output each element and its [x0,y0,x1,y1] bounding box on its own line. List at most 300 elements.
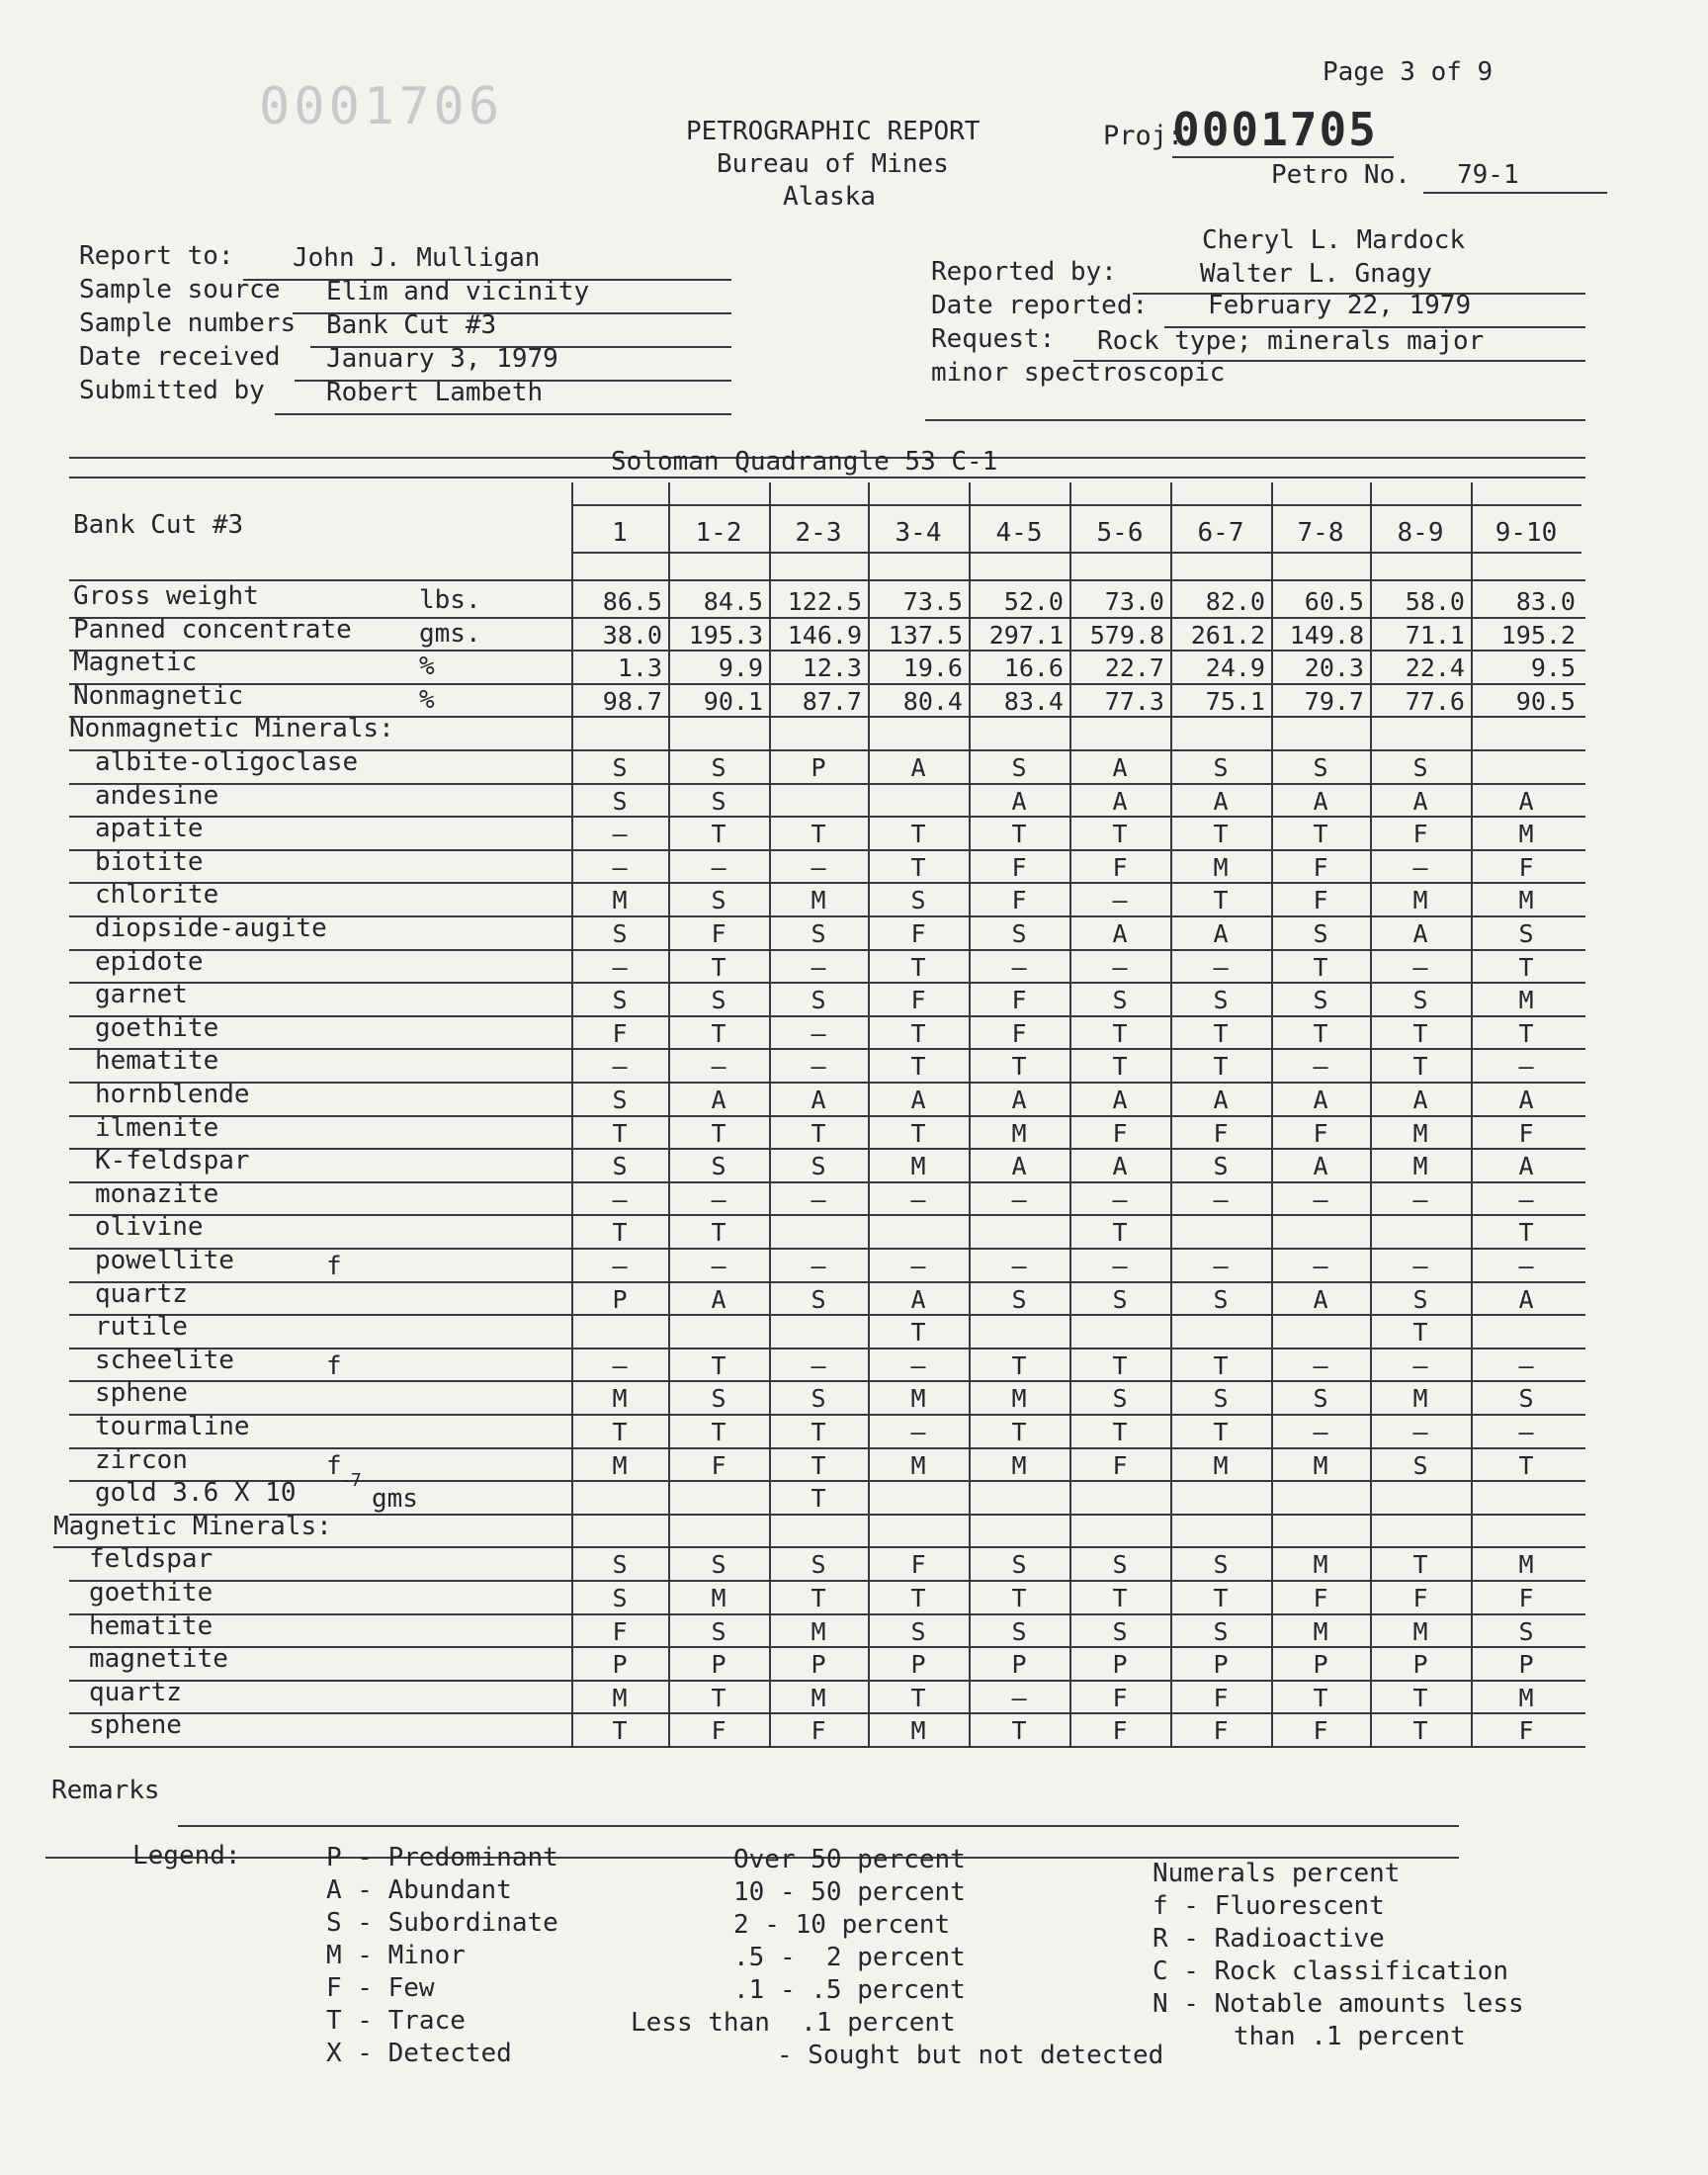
table-cell: T [910,1018,926,1048]
table-cell: T [1011,1350,1027,1380]
table-cell: F [1313,886,1328,915]
table-cell: – [1011,952,1027,982]
table-cell: 52.0 [1003,587,1064,616]
page-number: Page 3 of 9 [1323,57,1494,87]
table-cell: M [811,1683,826,1712]
table-cell: M [910,1152,926,1181]
row-unit: % [419,684,435,715]
table-cell: A [811,1086,826,1114]
column-header: 4-5 [995,518,1043,548]
table-cell: 86.5 [602,587,662,616]
table-cell: S [1011,1284,1027,1314]
table-cell: S [1213,986,1229,1015]
table-cell: F [1213,1716,1229,1746]
table-cell: 60.5 [1304,587,1364,616]
legend-range: 10 - 50 percent [733,1877,966,1907]
table-cell: T [1213,1350,1229,1380]
table-cell: 20.3 [1304,653,1364,683]
table-cell: S [1011,753,1027,782]
legend-range: .1 - .5 percent [733,1975,966,2005]
table-cell: 58.0 [1405,587,1465,616]
table-cell: – [910,1350,926,1380]
table-cell: S [811,986,826,1015]
table-cell: S [612,1086,628,1114]
table-cell: 22.7 [1104,653,1164,683]
column-header: 6-7 [1197,518,1244,548]
table-cell: – [1412,852,1428,882]
table-cell: – [1011,1184,1027,1214]
table-cell: F [811,1716,826,1746]
table-cell: 9.9 [718,653,763,683]
table-cell: T [1213,820,1229,849]
table-cell: F [1313,1716,1328,1746]
table-cell: 73.0 [1104,587,1164,616]
row-unit: % [419,652,435,682]
table-cell: F [1313,1584,1328,1612]
table-cell: M [811,1616,826,1646]
table-cell: T [612,1418,628,1446]
table-cell: T [1313,1018,1328,1048]
table-cell: – [1011,1252,1027,1280]
table-cell: A [1213,1086,1229,1114]
table-cell: A [1518,1152,1534,1181]
column-header: 9-10 [1494,518,1558,548]
table-cell: 1.3 [617,653,662,683]
table-cell: 579.8 [1089,620,1164,650]
table-cell: 12.3 [802,653,862,683]
state-name: Alaska [783,182,876,212]
info-label: Sample numbers [79,308,297,338]
table-cell: – [1112,1252,1128,1280]
table-cell: S [711,1616,726,1646]
table-cell: A [1011,1152,1027,1181]
table-cell: M [1213,1450,1229,1480]
table-cell: 195.2 [1500,620,1576,650]
table-cell: A [1412,1086,1428,1114]
table-cell: – [1518,1184,1534,1214]
table-cell: 38.0 [602,620,662,650]
table-cell: S [711,1384,726,1414]
table-cell: – [811,1052,826,1082]
table-cell: T [1011,1418,1027,1446]
row-label: K-feldspar [95,1146,250,1176]
table-cell: T [811,1118,826,1148]
table-cell: S [612,1550,628,1580]
table-cell: S [1412,1450,1428,1480]
table-cell: 146.9 [787,620,862,650]
table-cell: F [1313,852,1328,882]
table-cell: S [711,986,726,1015]
table-cell: T [1011,1052,1027,1082]
row-exponent: -7 [340,1470,362,1492]
table-cell: – [612,820,628,849]
row-label: hematite [95,1046,219,1077]
table-cell: M [1313,1450,1328,1480]
legend-label: Legend: [132,1841,241,1870]
table-cell: P [1313,1650,1328,1680]
table-cell: 24.9 [1205,653,1265,683]
table-cell: S [1518,1616,1534,1646]
table-cell: S [1213,1152,1229,1181]
table-cell: M [811,886,826,915]
table-cell: T [1313,1683,1328,1712]
table-cell: F [1213,1683,1229,1712]
info-value: Elim and vicinity [326,277,590,306]
table-cell: – [1213,952,1229,982]
row-label: Magnetic [73,648,198,678]
table-cell: F [1518,1118,1534,1148]
table-cell: P [612,1650,628,1680]
table-cell: F [1011,1018,1027,1048]
table-cell: – [1412,952,1428,982]
agency-name: Bureau of Mines [717,149,949,179]
table-cell: S [1112,1284,1128,1314]
table-cell: – [1518,1252,1534,1280]
table-cell: A [1011,786,1027,816]
column-header: 1 [612,518,628,548]
table-cell: S [1313,753,1328,782]
table-cell: S [1313,1384,1328,1414]
table-cell: T [711,1418,726,1446]
table-cell: P [1412,1650,1428,1680]
petro-value: 79-1 [1457,160,1519,190]
table-cell: – [612,1252,628,1280]
table-cell: – [711,852,726,882]
table-cell: – [1412,1418,1428,1446]
row-label: hornblende [95,1080,250,1109]
table-cell: F [1112,1118,1128,1148]
table-cell: S [811,1384,826,1414]
row-label: garnet [95,980,188,1010]
table-cell: M [1412,1384,1428,1414]
table-cell: 71.1 [1405,620,1465,650]
row-label: andesine [95,780,219,811]
table-cell: S [1313,986,1328,1015]
table-cell: P [910,1650,926,1680]
table-cell: 83.4 [1003,686,1064,716]
table-cell: – [1313,1418,1328,1446]
table-cell: T [910,1584,926,1612]
table-cell: A [1412,919,1428,948]
row-label: scheelite [95,1345,234,1375]
table-cell: – [1313,1052,1328,1082]
table-cell: S [1112,1616,1128,1646]
petro-label: Petro No. [1271,160,1410,190]
table-cell: – [612,952,628,982]
table-cell: S [1011,1550,1027,1580]
row-label: chlorite [95,880,219,911]
table-cell: – [1313,1184,1328,1214]
column-header: 5-6 [1096,518,1144,548]
table-cell: 79.7 [1304,686,1364,716]
table-cell: 83.0 [1515,587,1576,616]
table-cell: S [711,886,726,915]
table-cell: S [612,919,628,948]
nonmagnetic-heading: Nonmagnetic Minerals: [69,714,394,744]
table-cell: – [910,1184,926,1214]
table-cell: F [1518,1716,1534,1746]
table-cell: F [1518,1584,1534,1612]
table-cell: F [1112,1450,1128,1480]
table-cell: M [910,1716,926,1746]
row-label: sphene [89,1710,182,1741]
table-cell: M [1518,820,1534,849]
table-cell: T [612,1716,628,1746]
table-cell: P [1518,1650,1534,1680]
table-cell: A [1011,1086,1027,1114]
table-cell: A [1112,786,1128,816]
table-cell: 77.3 [1104,686,1164,716]
legend-range: - Sought but not detected [777,2041,1164,2070]
legend-code: P - Predominant [326,1843,558,1872]
table-cell: M [1011,1450,1027,1480]
table-cell: – [1213,1252,1229,1280]
table-cell: M [1213,852,1229,882]
table-cell: M [910,1384,926,1414]
row-label: powellite [95,1246,234,1275]
table-cell: S [1213,753,1229,782]
info-label: Sample source [79,275,281,304]
legend-code: X - Detected [326,2039,512,2068]
table-cell: F [1011,852,1027,882]
table-cell: A [1313,1086,1328,1114]
table-cell: T [1518,1450,1534,1480]
table-cell: M [612,1384,628,1414]
table-cell: F [1112,852,1128,882]
table-cell: T [1518,1218,1534,1248]
table-cell: M [910,1450,926,1480]
info-value: Robert Lambeth [326,378,544,407]
row-label: feldspar [89,1544,214,1575]
table-cell: A [711,1086,726,1114]
table-cell: S [1313,919,1328,948]
table-cell: M [1518,1683,1534,1712]
table-cell: M [711,1584,726,1612]
table-cell: T [811,1450,826,1480]
table-cell: F [1313,1118,1328,1148]
table-cell: – [811,852,826,882]
table-cell: 122.5 [787,587,862,616]
legend-code: T - Trace [326,2006,466,2036]
legend-note: f - Fluorescent [1153,1891,1385,1921]
faded-stamp: 0001706 [259,77,504,136]
table-cell: P [1011,1650,1027,1680]
table-cell: T [711,1018,726,1048]
table-cell: M [1412,1616,1428,1646]
table-cell: 149.8 [1289,620,1364,650]
row-label: goethite [95,1012,219,1043]
row-label: olivine [95,1212,204,1243]
table-cell: 98.7 [602,686,662,716]
table-cell: 87.7 [802,686,862,716]
table-cell: A [1213,786,1229,816]
table-cell: – [811,1252,826,1280]
table-cell: – [1518,1418,1534,1446]
quadrangle-title: Soloman Quadrangle 53 C-1 [611,447,998,477]
row-label: hematite [89,1610,214,1641]
table-cell: T [1112,1018,1128,1048]
table-cell: S [711,753,726,782]
table-cell: S [1213,1284,1229,1314]
table-cell: F [910,919,926,948]
legend-range: Less than .1 percent [631,2008,956,2038]
table-cell: T [910,1318,926,1348]
info-label: Report to: [79,241,234,271]
table-cell: 195.3 [688,620,763,650]
row-flag: f [326,1252,342,1281]
table-cell: M [1412,886,1428,915]
table-cell: M [1313,1550,1328,1580]
table-cell: T [612,1118,628,1148]
table-cell: M [1518,986,1534,1015]
table-cell: A [1412,786,1428,816]
table-cell: A [1112,1086,1128,1114]
row-unit: lbs. [419,585,481,615]
column-header: 2-3 [795,518,842,548]
info-label: Submitted by [79,376,265,405]
table-cell: – [1518,1052,1534,1082]
legend-note: than .1 percent [1234,2022,1466,2051]
table-cell: T [1011,1584,1027,1612]
table-cell: F [711,919,726,948]
table-cell: 19.6 [902,653,963,683]
table-cell: A [910,1284,926,1314]
table-cell: P [612,1284,628,1314]
table-cell: S [612,753,628,782]
legend-range: .5 - 2 percent [733,1943,966,1972]
row-label: diopside-augite [95,914,327,943]
table-cell: T [1412,1716,1428,1746]
table-cell: T [711,1118,726,1148]
table-cell: M [612,1683,628,1712]
table-cell: P [1213,1650,1229,1680]
table-cell: T [711,952,726,982]
row-flag: gms [372,1484,418,1515]
column-header: 7-8 [1297,518,1344,548]
table-cell: F [910,986,926,1015]
table-cell: T [1213,886,1229,915]
table-cell: S [811,1550,826,1580]
table-cell: A [1112,753,1128,782]
table-cell: T [711,1350,726,1380]
table-cell: T [1112,1418,1128,1446]
legend-note: C - Rock classification [1153,1957,1509,1986]
table-cell: – [612,852,628,882]
table-cell: F [612,1616,628,1646]
table-cell: T [910,1683,926,1712]
table-cell: F [711,1450,726,1480]
table-cell: T [910,820,926,849]
table-cell: F [1011,986,1027,1015]
table-cell: T [612,1218,628,1248]
row-label: magnetite [89,1644,228,1675]
table-cell: T [1518,952,1534,982]
table-cell: – [1518,1350,1534,1380]
table-cell: – [811,1184,826,1214]
table-cell: S [1213,1550,1229,1580]
report-title: PETROGRAPHIC REPORT [686,117,981,146]
sample-label: Bank Cut #3 [73,510,244,540]
legend-code: F - Few [326,1973,435,2003]
table-cell: 9.5 [1530,653,1576,683]
table-cell: T [1313,820,1328,849]
table-cell: S [1412,1284,1428,1314]
table-cell: F [1518,852,1534,882]
row-label: gold 3.6 X 10 [95,1478,297,1509]
table-cell: – [1011,1683,1027,1712]
table-cell: M [612,1450,628,1480]
info-value: John J. Mulligan [293,243,541,273]
table-cell: M [1518,1550,1534,1580]
table-cell: M [1412,1118,1428,1148]
table-cell: S [910,1616,926,1646]
table-cell: – [811,1350,826,1380]
table-cell: T [1213,1418,1229,1446]
table-cell: S [1412,753,1428,782]
table-cell: T [1213,1052,1229,1082]
table-cell: T [811,1584,826,1612]
row-label: quartz [95,1278,188,1309]
table-cell: S [711,786,726,816]
legend-code: S - Subordinate [326,1908,558,1938]
table-cell: M [612,886,628,915]
table-cell: 84.5 [703,587,763,616]
table-cell: A [711,1284,726,1314]
table-cell: S [1213,1616,1229,1646]
row-label: zircon [95,1444,188,1475]
table-cell: T [711,820,726,849]
table-cell: T [811,820,826,849]
table-cell: F [711,1716,726,1746]
proj-label: Proj: [1103,121,1184,151]
table-cell: – [811,952,826,982]
table-cell: – [711,1052,726,1082]
info-label: Date received [79,342,281,372]
table-cell: F [1412,820,1428,849]
table-cell: – [910,1418,926,1446]
table-cell: M [1011,1384,1027,1414]
table-cell: S [811,1284,826,1314]
table-cell: S [910,886,926,915]
reporter-1: Cheryl L. Mardock [1202,225,1466,255]
legend-range: Over 50 percent [733,1845,966,1874]
table-cell: F [1011,886,1027,915]
table-cell: F [612,1018,628,1048]
table-cell: T [910,1052,926,1082]
table-cell: S [811,919,826,948]
table-cell: T [711,1683,726,1712]
table-cell: M [1412,1152,1428,1181]
table-cell: S [1112,1550,1128,1580]
table-cell: A [1518,1284,1534,1314]
table-cell: A [1313,1152,1328,1181]
table-cell: 80.4 [902,686,963,716]
table-cell: – [910,1252,926,1280]
request-line-1: Rock type; minerals major [1097,326,1485,356]
table-cell: T [910,952,926,982]
row-label: ilmenite [95,1112,219,1143]
table-cell: S [1112,986,1128,1015]
legend-code: A - Abundant [326,1875,512,1905]
row-label: albite-oligoclase [95,747,359,777]
table-cell: – [711,1184,726,1214]
table-cell: A [1313,1284,1328,1314]
table-cell: T [1011,820,1027,849]
table-cell: 90.5 [1515,686,1576,716]
table-cell: F [1112,1716,1128,1746]
table-cell: A [910,1086,926,1114]
table-cell: T [1213,1584,1229,1612]
